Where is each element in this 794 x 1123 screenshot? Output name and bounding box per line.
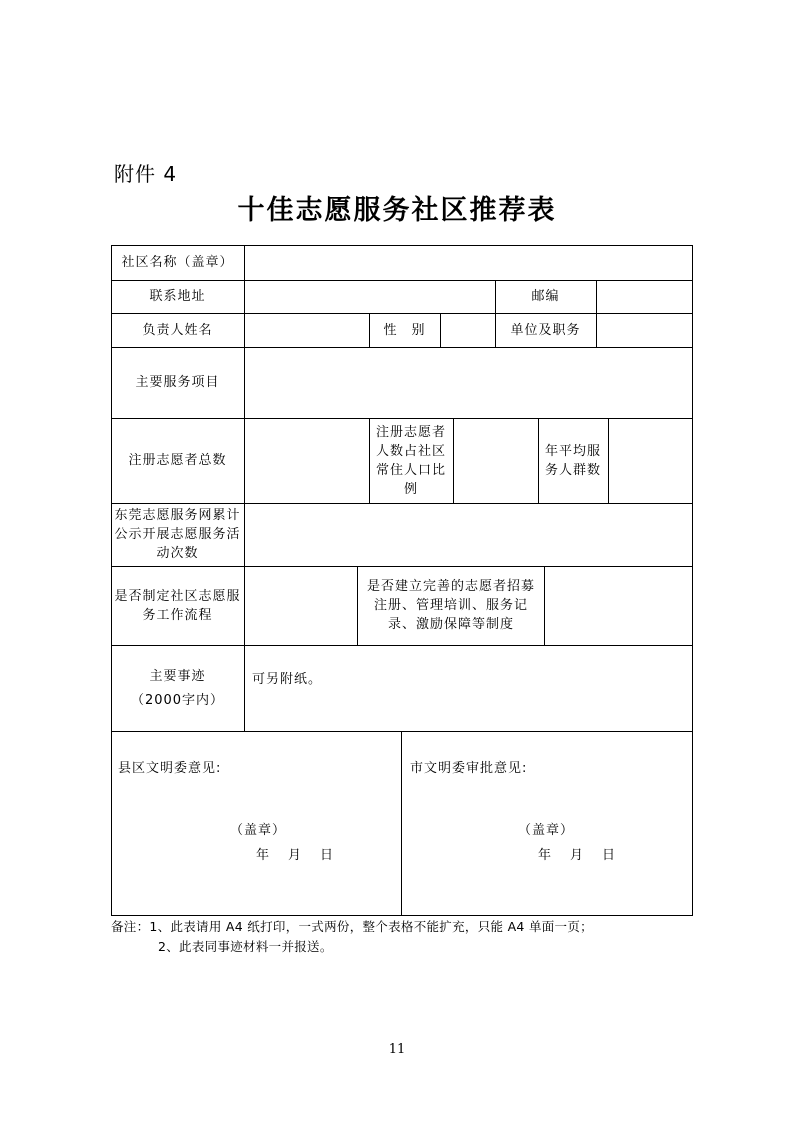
contact-address-field[interactable] <box>245 281 495 313</box>
gender-field[interactable] <box>441 314 495 347</box>
note-line-2: 2、此表同事迹材料一并报送。 <box>158 939 333 954</box>
achievements-field[interactable] <box>245 646 692 731</box>
county-seal-text: （盖章） <box>230 823 287 838</box>
city-date-text: 年 月 日 <box>538 848 619 863</box>
note-line-1: 备注：1、此表请用 A4 纸打印，一式两份，整个表格不能扩充，只能 A4 单面一页； <box>111 919 593 934</box>
main-services-field[interactable] <box>245 348 692 418</box>
workflow-field[interactable] <box>245 567 357 645</box>
registered-total-label: 注册志愿者总数 <box>128 453 227 468</box>
workflow-label: 是否制定社区志愿服务工作流程 <box>114 588 241 623</box>
registered-ratio-field[interactable] <box>454 419 538 503</box>
avg-served-label: 年平均服务人群数 <box>544 443 601 478</box>
postcode-field[interactable] <box>597 281 692 313</box>
form-title: 十佳志愿服务社区推荐表 <box>237 195 557 226</box>
attachment-label: 附件 4 <box>114 162 178 186</box>
published-activities-field[interactable] <box>245 504 692 566</box>
postcode-label: 邮编 <box>531 289 560 304</box>
registered-total-field[interactable] <box>245 419 369 503</box>
achievements-label-cell <box>111 645 244 731</box>
column-divider <box>357 566 358 645</box>
registered-ratio-label: 注册志愿者人数占社区常住人口比例 <box>375 424 446 497</box>
county-date-text: 年 月 日 <box>256 848 337 863</box>
city-opinion-cell[interactable] <box>402 732 692 915</box>
main-services-label: 主要服务项目 <box>135 375 220 390</box>
person-in-charge-field[interactable] <box>245 314 369 347</box>
column-divider <box>369 418 370 503</box>
achievements-label: 主要事迹 <box>149 668 206 684</box>
county-opinion-cell[interactable] <box>112 732 401 915</box>
community-name-field[interactable] <box>245 246 692 280</box>
city-opinion-label: 市文明委审批意见: <box>410 761 528 776</box>
avg-served-field[interactable] <box>609 419 692 503</box>
city-seal-text: （盖章） <box>518 823 575 838</box>
system-field[interactable] <box>545 567 692 645</box>
unit-position-field[interactable] <box>597 314 692 347</box>
contact-address-label: 联系地址 <box>149 289 206 304</box>
gender-label: 性 别 <box>383 322 426 338</box>
county-opinion-label: 县区文明委意见: <box>118 761 222 776</box>
achievements-sub-label: （2000字内） <box>130 692 225 708</box>
community-name-label: 社区名称（盖章） <box>121 255 234 270</box>
page-number: 11 <box>388 1042 406 1057</box>
column-divider <box>538 418 539 503</box>
unit-position-label: 单位及职务 <box>510 322 581 338</box>
achievements-hint: 可另附纸。 <box>252 672 323 687</box>
person-in-charge-label: 负责人姓名 <box>142 322 213 338</box>
published-activities-label: 东莞志愿服务网累计公示开展志愿服务活动次数 <box>114 508 241 561</box>
system-label: 是否建立完善的志愿者招募注册、管理培训、服务记录、激励保障等制度 <box>366 579 535 632</box>
